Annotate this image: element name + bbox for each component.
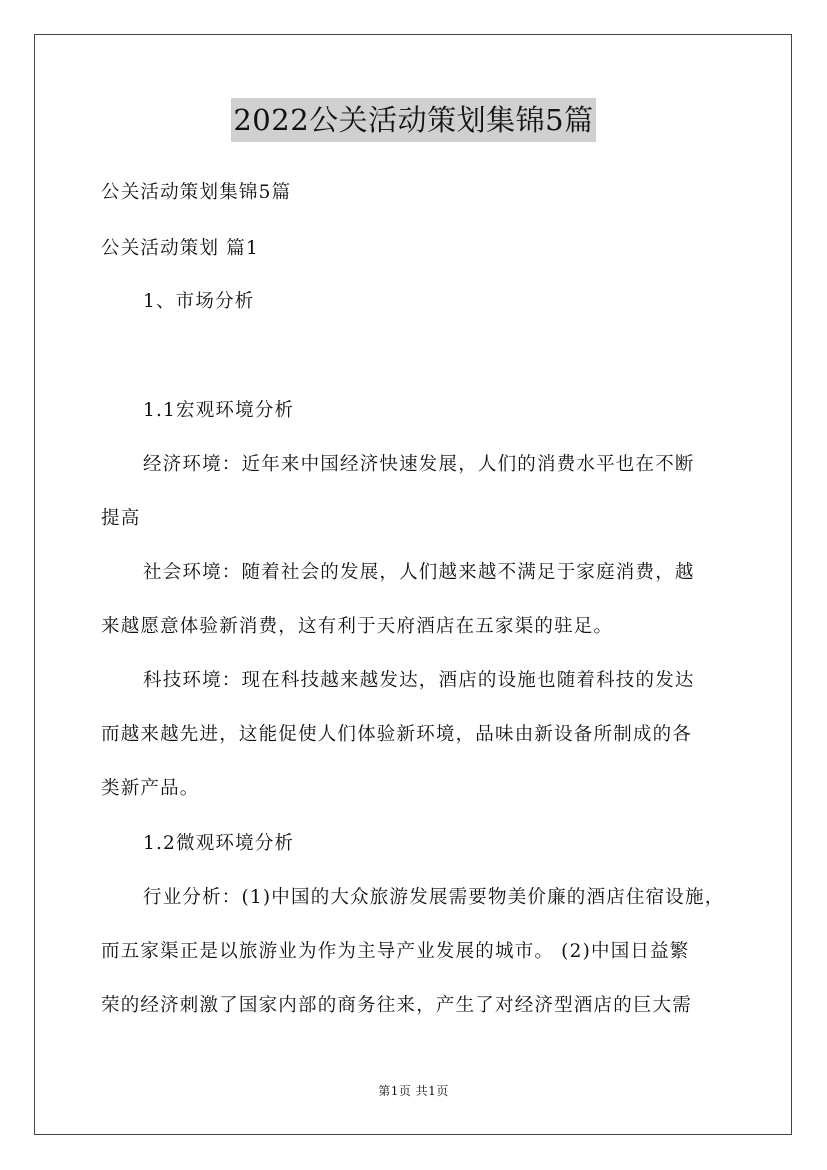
paragraph-line: 类新产品。 (101, 778, 200, 799)
paragraph-line: 而五家渠正是以旅游业为作为主导产业发展的城市。 (2)中国日益繁 (101, 941, 690, 962)
heading-micro-environment: 1.2微观环境分析 (143, 833, 295, 854)
paragraph-line: 经济环境：近年来中国经济快速发展，人们的消费水平也在不断 (143, 454, 695, 475)
heading-market-analysis: 1、市场分析 (143, 291, 255, 312)
paragraph-line: 来越愿意体验新消费，这有利于天府酒店在五家渠的驻足。 (101, 616, 614, 637)
paragraph-line: 科技环境：现在科技越来越发达，酒店的设施也随着科技的发达 (143, 670, 695, 691)
paragraph-line: 提高 (101, 508, 141, 529)
paragraph-line: 行业分析：(1)中国的大众旅游发展需要物美价廉的酒店住宿设施， (143, 887, 725, 908)
title-container (0, 98, 827, 142)
section-heading: 公关活动策划 篇1 (101, 238, 259, 259)
subtitle-line: 公关活动策划集锦5篇 (101, 182, 292, 203)
heading-macro-environment: 1.1宏观环境分析 (143, 400, 295, 421)
paragraph-line: 荣的经济刺激了国家内部的商务往来，产生了对经济型酒店的巨大需 (101, 995, 693, 1016)
document-title: 2022公关活动策划集锦5篇 (231, 98, 595, 142)
paragraph-line: 而越来越先进，这能促使人们体验新环境，品味由新设备所制成的各 (101, 724, 693, 745)
paragraph-line: 社会环境：随着社会的发展，人们越来越不满足于家庭消费，越 (143, 562, 695, 583)
page-footer: 第1页 共1页 (378, 1084, 449, 1098)
